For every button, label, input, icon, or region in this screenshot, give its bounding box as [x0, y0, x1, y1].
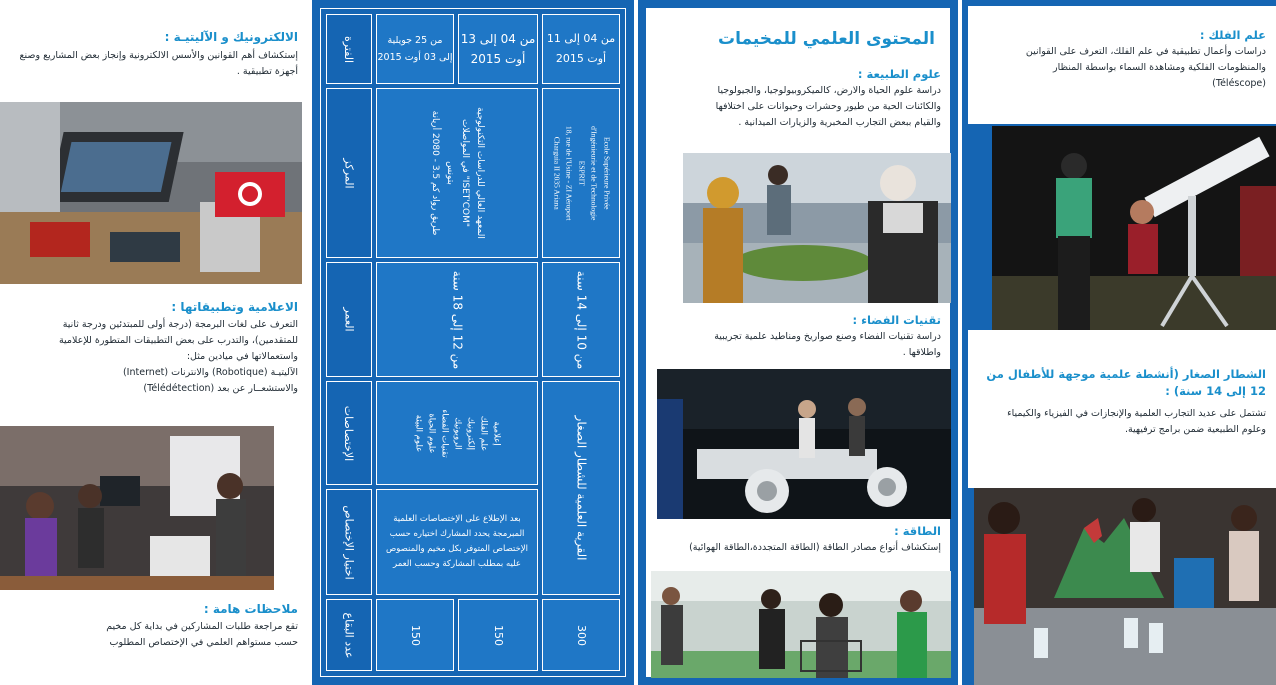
photo-space-rover — [657, 369, 951, 519]
col1-specialty: القرية العلمية للشطار الصغار — [542, 381, 620, 595]
photo-computer-room — [0, 426, 274, 590]
informatics-title: الاعلامية وتطبيقاتها : — [171, 300, 298, 314]
col1-period: من 04 إلى 11 أوت 2015 — [542, 14, 620, 84]
informatics-line-3: واستعمالاتها في ميادين مثل: — [186, 351, 298, 362]
astronomy-line-1: دراسات وأعمال تطبيقية في علم الفلك، التعرف على القوانين — [1025, 46, 1266, 57]
header-age: العمر — [326, 262, 372, 377]
kids-line-2: وعلوم الطبيعية ضمن برامج ترفيهية. — [1124, 424, 1266, 435]
photo-kids-experiment — [974, 488, 1276, 685]
header-seats: عدد البقاع — [326, 599, 372, 671]
nature-title: علوم الطبيعة : — [857, 67, 941, 81]
space-line-1: دراسة تقنيات الفضاء وصنع صواريخ ومناطيد علمية تجريبية — [714, 331, 941, 342]
kids-line-1: تشتمل على عديد التجارب العلمية والإنجازات في الفيزياء والكيمياء — [1007, 408, 1266, 419]
electronics-text: إستكشاف أهم القوانين والأسس الالكترونية وإنجاز بعض المشاريع وصنع أجهزة تطبيقية . — [19, 50, 298, 77]
astronomy-line-3: (Téléscope) — [1212, 78, 1266, 89]
section-kids — [968, 330, 1276, 488]
section-energy — [649, 524, 941, 556]
col3-period: من 25 جويلية إلى 03 أوت 2015 — [376, 14, 454, 84]
notes-line-1: تقع مراجعة طلبات المشاركين في بداية كل مخيم — [106, 621, 298, 632]
nature-line-1: دراسة علوم الحياة والارض، كالميكروبيولوجيا، والجيولوجيا — [717, 85, 941, 96]
panel-left — [0, 0, 302, 685]
header-period: الفترة — [326, 14, 372, 84]
col1-center: Ecole Supérieure Privée d'Ingénieurie et de Technologie ESPRIT 18, rue de l'Usine - ZI Aéroport Charguia II 2035 Ariana — [542, 88, 620, 258]
kids-title: الشطار الصغار (أنشطة علمية موجهة للأطفال من 12 إلى 14 سنة) : — [986, 367, 1266, 398]
col2-specialties: إعلامية علم الفلك إلكترونيك الروبوتيك تقنيات الفضاء علوم الحياة علوم البيئة — [376, 381, 538, 485]
col3-seats: 150 — [376, 599, 454, 671]
section-space — [649, 313, 941, 361]
space-title: تقنيات الفضاء : — [852, 313, 941, 327]
header-choice: اختيار الإختصاص — [326, 489, 372, 595]
photo-telescope — [992, 126, 1276, 330]
informatics-line-5: والاستشعــار عن بعد (Télédétection) — [143, 383, 298, 394]
header-specialties: الإختصاصات — [326, 381, 372, 485]
astronomy-line-2: والمنظومات الفلكية ومشاهدة السماء بواسطة المنظار — [1053, 62, 1266, 73]
panel-middle — [638, 0, 958, 685]
section-astronomy — [968, 6, 1276, 124]
photo-nature-study — [683, 153, 951, 303]
main-title: المحتوى العلمي للمخيمات — [718, 29, 935, 49]
col3-choice: بعد الإطلاع على الإختصاصات العلمية المبرمجة يحدد المشارك اختياره حسب الإختصاص المتوفر بكل مخيم والمنصوص عليه بمطلب المشاركة وحسب العمر — [376, 489, 538, 595]
photo-electronics-lab — [0, 102, 302, 284]
notes-line-2: حسب مستواهم العلمي في الإختصاص المطلوب — [109, 637, 298, 648]
section-informatics — [6, 300, 298, 397]
photo-energy-group — [651, 571, 951, 678]
space-line-2: واطلاقها . — [902, 347, 941, 358]
section-notes — [6, 602, 298, 651]
col1-seats: 300 — [542, 599, 620, 671]
astronomy-title: علم الفلك : — [1199, 28, 1266, 42]
col2-period: من 04 إلى 13 أوت 2015 — [458, 14, 538, 84]
col2-seats: 150 — [458, 599, 538, 671]
header-center: المركز — [326, 88, 372, 258]
section-electronics — [6, 30, 298, 80]
col1-age: من 10 إلى 14 سنة — [542, 262, 620, 377]
fold-gap — [302, 0, 312, 685]
energy-text: إستكشاف أنواع مصادر الطاقة (الطاقة المتجددة،الطاقة الهوائية) — [689, 542, 941, 553]
col2-age: من 12 إلى 18 سنة — [376, 262, 538, 377]
informatics-line-1: التعرف على لغات البرمجة (درجة أولى للمبتدئين ودرجة ثانية — [62, 319, 298, 330]
panel-table — [312, 0, 634, 685]
nature-line-3: والقيام ببعض التجارب المخبرية والزيارات الميدانية . — [738, 117, 941, 128]
informatics-line-2: للمتقدمين)، والتدرب على بعض التطبيقات المتطورة للإعلامية — [58, 335, 298, 346]
energy-title: الطاقة : — [894, 524, 941, 538]
panel-middle-inner — [646, 8, 950, 677]
col2-center: المعهد العالي للدراسات التكنولوجية في المواصلات "ISET'COM" بتونس طريق رواد كم 3.5 - 2080 أريانة — [376, 88, 538, 258]
panel-right — [962, 0, 1276, 685]
electronics-title: الالكترونيك و الآليتيـة : — [164, 30, 298, 44]
notes-title: ملاحظات هامة : — [203, 602, 298, 616]
nature-line-2: والكائنات الحية من طيور وحشرات وحيوانات على اختلافها — [715, 101, 941, 112]
informatics-line-4: الآليتيـة (Robotique) والانترنات (Internet) — [122, 367, 298, 378]
section-nature — [649, 67, 941, 131]
